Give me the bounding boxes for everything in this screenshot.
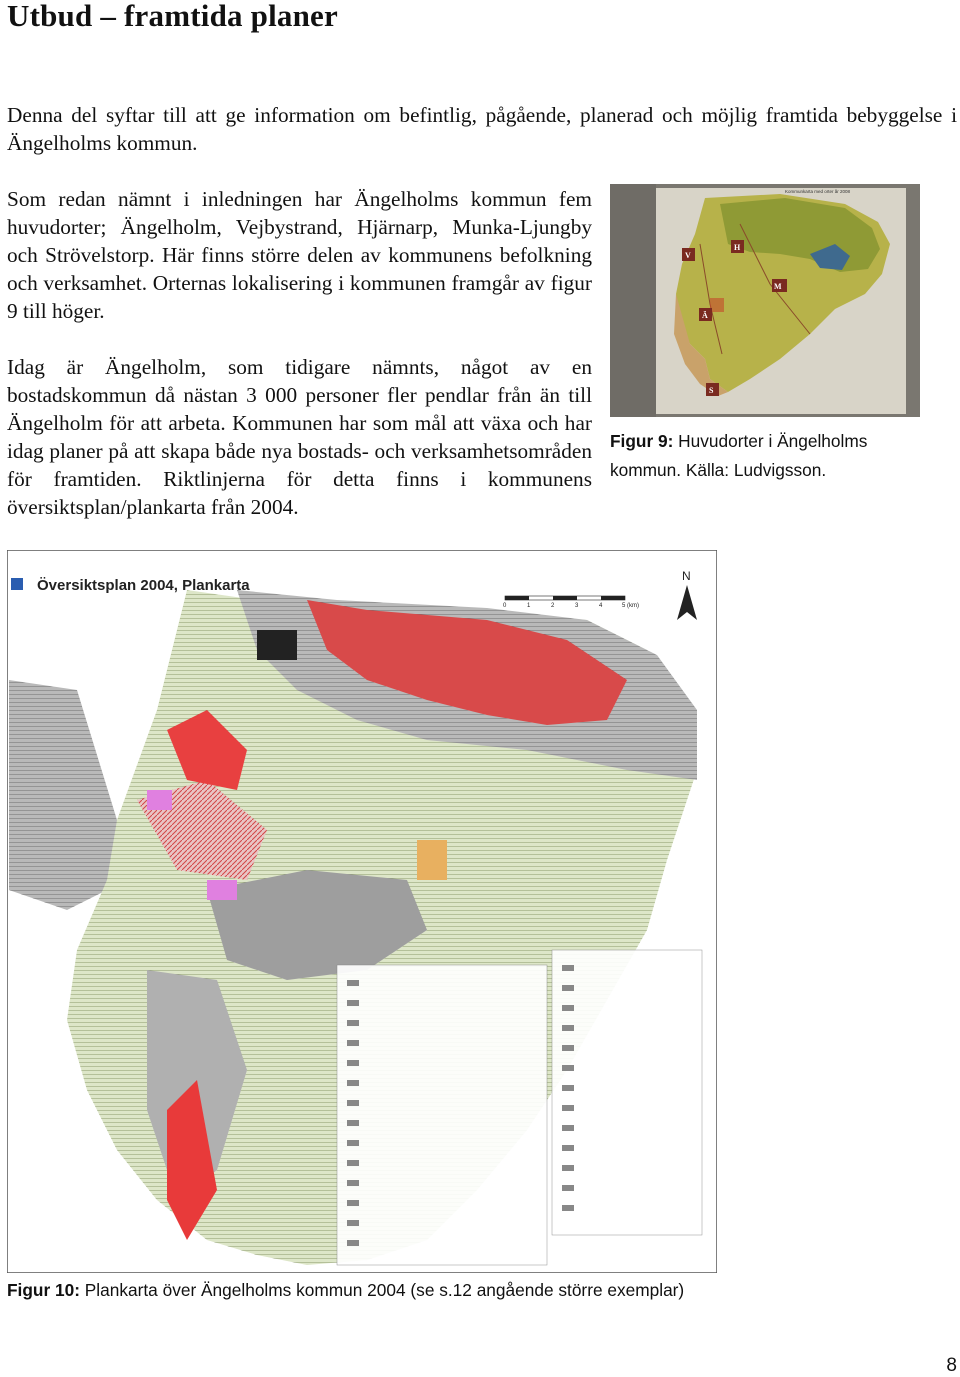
town-marker-h: H <box>734 243 741 252</box>
scale-tick-4: 4 <box>599 603 603 609</box>
plan-map-title: Översiktsplan 2004, Plankarta <box>37 577 250 594</box>
figure10-caption-text: Plankarta över Ängelholms kommun 2004 (se s.12 angående större exemplar) <box>79 1280 685 1300</box>
figure9-caption-label: Figur 9: <box>610 431 674 451</box>
towns-paragraph: Som redan nämnt i inledningen har Ängelholms kommun fem huvudorter; Ängelholm, Vejbystrand, Hjärnarp, Munka-Ljungby och Strövelstorp. Här finns större delen av kommunens befolkning och verksamhet. Orternas lokalisering i kommunen framgår av figur 9 till höger. <box>7 187 592 323</box>
page-number: 8 <box>946 1355 957 1376</box>
town-marker-m: M <box>774 282 782 291</box>
figure10-caption <box>7 1276 684 1304</box>
municipality-town-map <box>610 184 920 417</box>
map-title: Kommunkarta med orter år 2008 <box>785 189 851 194</box>
intro-paragraph: Denna del syftar till att ge information om befintlig, pågående, planerad och möjlig framtida bebyggelse i Ängelholms kommun. <box>7 103 957 155</box>
scale-tick-2: 2 <box>551 603 555 609</box>
north-label: N <box>682 569 691 583</box>
scale-tick-3: 3 <box>575 603 579 609</box>
figure9-caption <box>610 427 910 485</box>
scale-tick-0: 0 <box>503 603 507 609</box>
plans-paragraph: Idag är Ängelholm, som tidigare nämnts, något av en bostadskommun då nästan 3 000 personer fler pendlar från än till Ängelholm för att arbeta. Kommunen har som mål att växa och har idag planer på att skapa både nya bostads- och verksamhetsområden för framtiden. Riktlinjerna för detta finns i kommunens översiktsplan/plankarta från 2004. <box>7 355 592 519</box>
figure9-caption-text: Huvudorter i Ängelholms kommun. Källa: Ludvigsson. <box>610 431 868 480</box>
town-marker-a: Ä <box>702 311 708 320</box>
comprehensive-plan-map <box>7 550 717 1273</box>
scale-tick-5: 5 (km) <box>622 603 639 609</box>
town-marker-s: S <box>709 386 714 395</box>
figure10-caption-label: Figur 10: <box>7 1280 80 1300</box>
page-title: Utbud – framtida planer <box>7 0 338 33</box>
town-marker-v: V <box>685 251 691 260</box>
scale-tick-1: 1 <box>527 603 531 609</box>
